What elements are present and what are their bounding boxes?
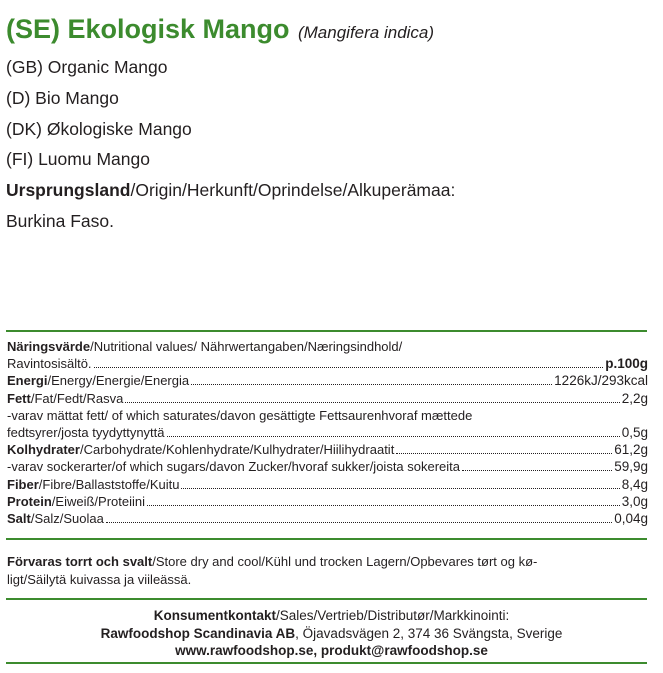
nutrition-row-saturates-cont: [7, 424, 648, 441]
nutrition-row-fibre: [7, 476, 648, 493]
row-label-bold: Protein: [7, 493, 52, 509]
divider-bottom: [6, 598, 647, 600]
storage-bold: Förvaras torrt och svalt: [7, 554, 153, 569]
nutrition-row-saturates: [7, 407, 648, 424]
dot-leader: [396, 453, 612, 454]
row-label-bold: Salt: [7, 510, 31, 526]
row-label-bold: Fiber: [7, 476, 39, 492]
origin-value: Burkina Faso.: [6, 211, 114, 231]
nutrition-row-protein: [7, 493, 648, 510]
origin-label-rest: /Origin/Herkunft/Oprindelse/Alkuperämaa:: [130, 180, 456, 200]
origin-label: [6, 180, 455, 201]
dot-leader: [125, 402, 619, 403]
row-value: 0,04g: [614, 510, 648, 526]
dot-leader: [181, 488, 619, 489]
dot-leader: [147, 505, 620, 506]
nutrition-header: [7, 338, 648, 355]
divider-top: [6, 330, 647, 332]
consumer-contact: [0, 607, 663, 660]
row-label: /Salz/Suolaa: [30, 510, 104, 526]
storage-rest: /Store dry and cool/Kühl und trocken Lagern/Opbevares tørt og kø-: [152, 554, 538, 569]
row-label: /Carbohydrate/Kohlenhydrate/Kulhydrater/Hiilihydraatit: [79, 442, 395, 458]
latin-name: (Mangifera indica): [297, 23, 435, 42]
nutrition-table: [7, 338, 648, 527]
row-label-bold: Energi: [7, 373, 48, 389]
row-label: /Fat/Fedt/Rasva: [30, 390, 124, 406]
nutrition-header-line2-label: Ravintosisältö.: [7, 356, 92, 372]
nutrition-row-sugars: [7, 458, 648, 475]
nutrition-per: p.100g: [605, 356, 648, 372]
contact-web: www.rawfoodshop.se, produkt@rawfoodshop.se: [175, 643, 488, 658]
dot-leader: [462, 470, 612, 471]
row-value: 8,4g: [621, 476, 648, 492]
contact-rest: /Sales/Vertrieb/Distributør/Markkinointi:: [275, 608, 510, 623]
origin-label-bold: Ursprungsland: [6, 180, 131, 200]
row-label-cont: fedtsyrer/josta tyydyttynyttä: [7, 424, 165, 440]
storage-line2: ligt/Säilytä kuivassa ja viileässä.: [7, 571, 192, 587]
name-dk: (DK) Økologiske Mango: [6, 119, 192, 139]
divider-middle: [6, 538, 647, 540]
nutrition-row-carbohydrate: [7, 441, 648, 458]
row-label: -varav mättat fett/ of which saturates/davon gesättigte Fettsaurenhvoraf mættede: [7, 407, 473, 423]
row-label: -varav sockerarter/of which sugars/davon Zucker/hvoraf sukker/joista sokereita: [7, 459, 461, 475]
row-value: 59,9g: [614, 459, 648, 475]
storage-instructions: [7, 553, 647, 588]
product-title-row: [6, 14, 434, 45]
nutrition-row-fat: [7, 390, 648, 407]
dot-leader: [94, 367, 604, 368]
contact-bold: Konsumentkontakt: [153, 608, 276, 623]
nutrition-row-energy: [7, 372, 648, 389]
row-value: 0,5g: [621, 424, 648, 440]
company-name: Rawfoodshop Scandinavia AB: [100, 625, 296, 641]
nutrition-header-rest: /Nutritional values/ Nährwertangaben/Næringsindhold/: [90, 339, 403, 354]
row-value: 2,2g: [621, 390, 648, 406]
dot-leader: [106, 522, 612, 523]
company-address: , Öjavadsvägen 2, 374 36 Svängsta, Sverige: [295, 625, 563, 641]
divider-footer: [6, 662, 647, 664]
row-label: /Fibre/Ballaststoffe/Kuitu: [38, 476, 180, 492]
row-value: 3,0g: [621, 493, 648, 509]
row-label: /Eiweiß/Proteiini: [51, 493, 145, 509]
dot-leader: [167, 436, 620, 437]
row-label-bold: Fett: [7, 390, 31, 406]
row-label: /Energy/Energie/Energia: [47, 373, 190, 389]
dot-leader: [191, 384, 552, 385]
name-de: (D) Bio Mango: [6, 88, 119, 108]
nutrition-header-bold: Näringsvärde: [7, 339, 91, 354]
nutrition-row-salt: [7, 510, 648, 527]
row-label-bold: Kolhydrater: [7, 442, 80, 458]
product-title: (SE) Ekologisk Mango: [6, 14, 290, 44]
name-fi: (FI) Luomu Mango: [6, 149, 150, 169]
name-gb: (GB) Organic Mango: [6, 57, 168, 77]
row-value: 61,2g: [614, 442, 648, 458]
nutrition-header-line2: [7, 355, 648, 372]
row-value: 1226kJ/293kcal: [554, 373, 648, 389]
